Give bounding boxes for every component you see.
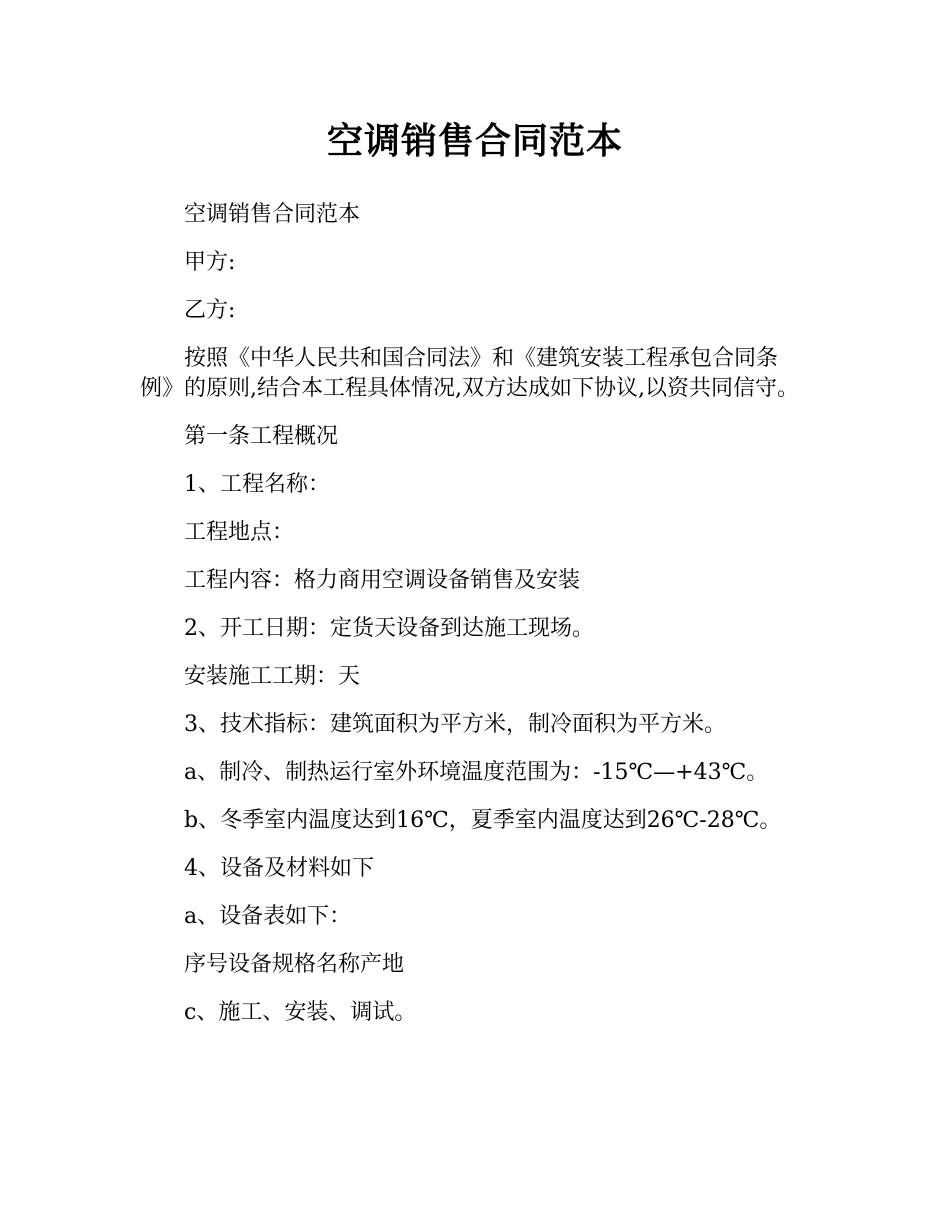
document-title: 空调销售合同范本 — [326, 121, 623, 162]
paragraph-equipment-table-intro: a、设备表如下： — [184, 904, 352, 929]
paragraph-construction-period: 安装施工工期：天 — [184, 664, 361, 689]
paragraph-table-header: 序号设备规格名称产地 — [184, 952, 405, 977]
paragraph-equipment-materials: 4、设备及材料如下 — [184, 856, 374, 881]
paragraph-project-name: 1、工程名称： — [184, 472, 330, 497]
paragraph-article-1-heading: 第一条工程概况 — [184, 424, 339, 449]
paragraph-outdoor-temperature-range: a、制冷、制热运行室外环境温度范围为：-15℃—+43℃。 — [184, 760, 769, 785]
paragraph-project-location: 工程地点： — [184, 520, 295, 545]
paragraph-subtitle: 空调销售合同范本 — [184, 202, 361, 227]
paragraph-start-date: 2、开工日期：定货天设备到达施工现场。 — [184, 616, 594, 641]
paragraph-technical-indicators: 3、技术指标：建筑面积为平方米，制冷面积为平方米。 — [184, 712, 726, 737]
document-body — [140, 200, 810, 1046]
paragraph-party-a: 甲方: — [184, 250, 236, 275]
paragraph-party-b: 乙方: — [184, 298, 236, 323]
paragraph-project-content: 工程内容：格力商用空调设备销售及安装 — [184, 568, 581, 593]
paragraph-preamble: 按照《中华人民共和国合同法》和《建筑安装工程承包合同条例》的原则,结合本工程具体情况,双方达成如下协议,以资共同信守。 — [140, 346, 799, 401]
paragraph-indoor-temperature: b、冬季室内温度达到16℃，夏季室内温度达到26℃-28℃。 — [184, 808, 782, 833]
paragraph-installation: c、施工、安装、调试。 — [184, 1000, 417, 1025]
